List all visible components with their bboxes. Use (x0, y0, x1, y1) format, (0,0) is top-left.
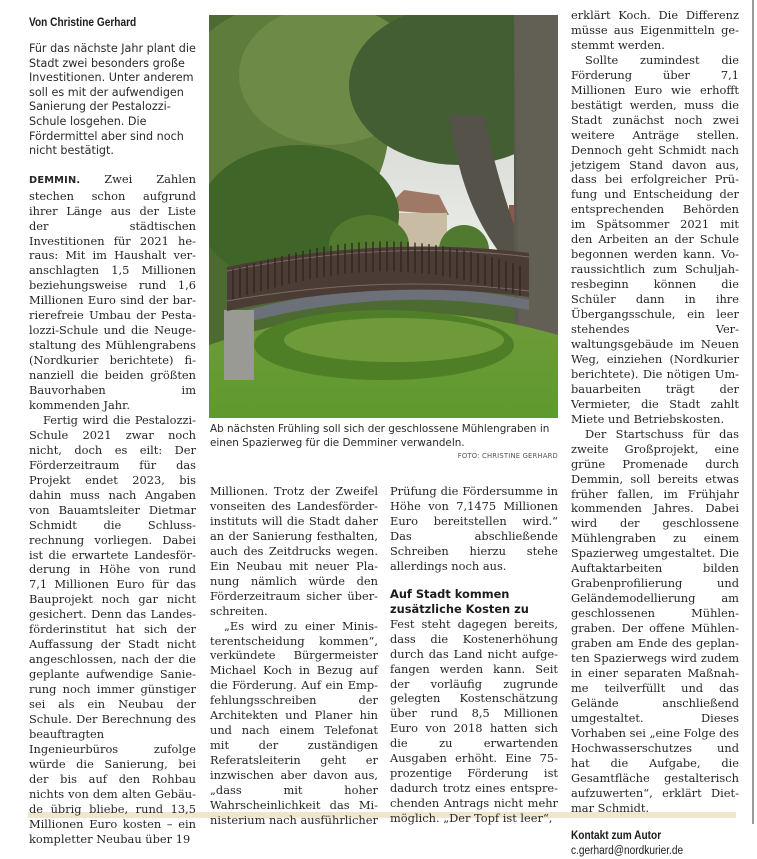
paragraph-text: Zwei Zahlen stechen schon aufgrund ihrer Länge aus der Liste der städtischen Investitionen für 2021 heraus: Mit im Haushalt veranschlagten 1,5 Millionen beziehungsweise rund 1,6 Millionen Euro sind der barrierefreie Umbau der Pestalozzi-Schule und die Neugestaltung des Mühlengrabens (Nordkurier berichtete) finanziell die beiden größten Bauvorhaben im kommenden Jahr. (29, 171, 196, 412)
article-teaser: Für das nächste Jahr plant die Stadt zwei besonders große Investitionen. Unter anderem soll es mit der aufwendigen Sanierung der Pestalozzi-Schule losgehen. Die Fördermittel aber sind noch nicht bestätigt. (29, 41, 196, 158)
article-paragraph: Sollte zumindest die Förderung über 7,1 Millionen Euro wie erhofft bestätigt werden, muss die Stadt zunächst noch zwei weitere Anträge stellen. Dennoch geht Schmidt nach jetzigem Stand davon aus, dass bei erfolgreicher Prüfung und Entscheidung der entsprechenden Behörden im Spätsommer 2021 mit den Arbeiten an der Schule begonnen werden kann. Voraussichtlich zum Schuljahresbeginn können die Schüler dann in ihre Übergangsschule, ein leer stehendes Verwaltungsgebäude im Neuen Weg, einziehen (Nordkurier berichtete). Die nötigen Umbauarbeiten trägt der Vermieter, die Stadt zahlt Miete und Betriebskosten. (571, 52, 739, 426)
page-edge-rule (752, 0, 754, 824)
article-column-3 (390, 484, 558, 826)
article-column-1 (29, 0, 196, 847)
article-column-2 (210, 484, 378, 828)
photo-caption: Ab nächsten Frühling soll sich der geschlossene Mühlengraben in einen Spazierweg für die Demminer verwandeln. (210, 423, 550, 449)
author-byline: Von Christine Gerhard (29, 17, 137, 29)
article-subheading: Auf Stadt kommen zusätzliche Kosten zu (390, 586, 529, 616)
article-paragraph: Millionen. Trotz der Zweifel vonseiten des Landesförderinstituts will die Stadt daher an der Sanierung festhalten, auch des Zeitdrucks wegen. Ein Neubau mit neuer Planung nämlich würde den Förderzeitraum sicher überschreiten. (210, 484, 378, 618)
photo-credit: FOTO: CHRISTINE GERHARD (457, 452, 558, 460)
contact-heading: Kontakt zum Autor (571, 830, 662, 843)
article-photo-bridge (209, 15, 558, 418)
article-paragraph: Fertig wird die Pestalozzi-Schule 2021 zwar noch nicht, doch es eilt: Der Förderzeitraum für das Projekt endet 2023, bis dahin muss nach Angaben von Bauamtsleiter Dietmar Schmidt die Schlussrechnung vorliegen. Dabei ist die erwartete Landesförderung in Höhe von rund 7,1 Millionen Euro für das Bauprojekt noch gar nicht gesichert. Denn das Landesförderinstitut hat sich der Auffassung der Stadt nicht angeschlossen, nach der die geplante aufwendige Sanierung noch immer günstiger sei als ein Neubau der Schule. Der Berechnung des beauftragten Ingenieurbüros zufolge würde die Sanierung, bei der bis auf den Rohbau nichts von dem alten Gebäude übrig bliebe, rund 13,5 Millionen Euro kosten – ein kompletter Neubau über 19 (29, 412, 196, 846)
article-paragraph: Prüfung die Fördersumme in Höhe von 7,1475 Millionen Euro bereitstellen wird.“ Das abschließende Schreiben hierzu stehe allerdings noch aus. (390, 484, 558, 573)
article-paragraph: „Es wird zu einer Ministerentscheidung kommen“, verkündete Bürgermeister Michael Koch in Bezug auf die Förderung. Auf ein Empfehlungsschreiben der Architekten und Planer hin und nach einem Telefonat mit der zuständigen Referatsleiterin geht er inzwischen aber davon aus, „dass mit hoher Wahrscheinlichkeit das Ministerium nach ausführlicher (210, 618, 378, 827)
article-paragraph: Fest steht dagegen bereits, dass die Kostenerhöhung durch das Land nicht aufgefangen werden kann. Seit der vorläufig zugrunde gelegten Kostenschätzung über rund 8,5 Millionen Euro von 2018 hatten sich die zu erwartenden Ausgaben erhöht. Eine 75-prozentige Förderung ist dadurch trotz eines entsprechenden Antrags nicht mehr möglich. „Der Topf ist leer“, (390, 616, 558, 826)
photo-illustration (209, 15, 558, 418)
contact-email-link[interactable]: c.gerhard@nordkurier.de (571, 845, 684, 858)
article-paragraph: erklärt Koch. Die Differenz müsse aus Eigenmitteln gestemmt werden. (571, 8, 739, 52)
article-paragraph (29, 172, 196, 413)
dateline: DEMMIN. (29, 174, 81, 186)
article-column-4 (571, 8, 739, 859)
article-paragraph: Der Startschuss für das zweite Großprojekt, eine grüne Promenade durch Demmin, soll bereits etwas früher fallen, im Frühjahr kommenden Jahres. Dabei wird der geschlossene Mühlengraben zu einem Spazierweg umgestaltet. Die Auftaktarbeiten bilden Grabenprofilierung und Geländemodellierung am geschlossenen Mühlengraben. Der offene Mühlengraben am Ende des geplanten Spazierwegs wird zudem in einer separaten Maßnahme teilverfüllt und das Gelände anschließend umgestaltet. Dieses Vorhaben sei „eine Folge des Hochwasserschutzes und hat die Aufgabe, die Gesamtfläche gestalterisch aufzuwerten“, erklärt Dietmar Schmidt. (571, 426, 739, 815)
